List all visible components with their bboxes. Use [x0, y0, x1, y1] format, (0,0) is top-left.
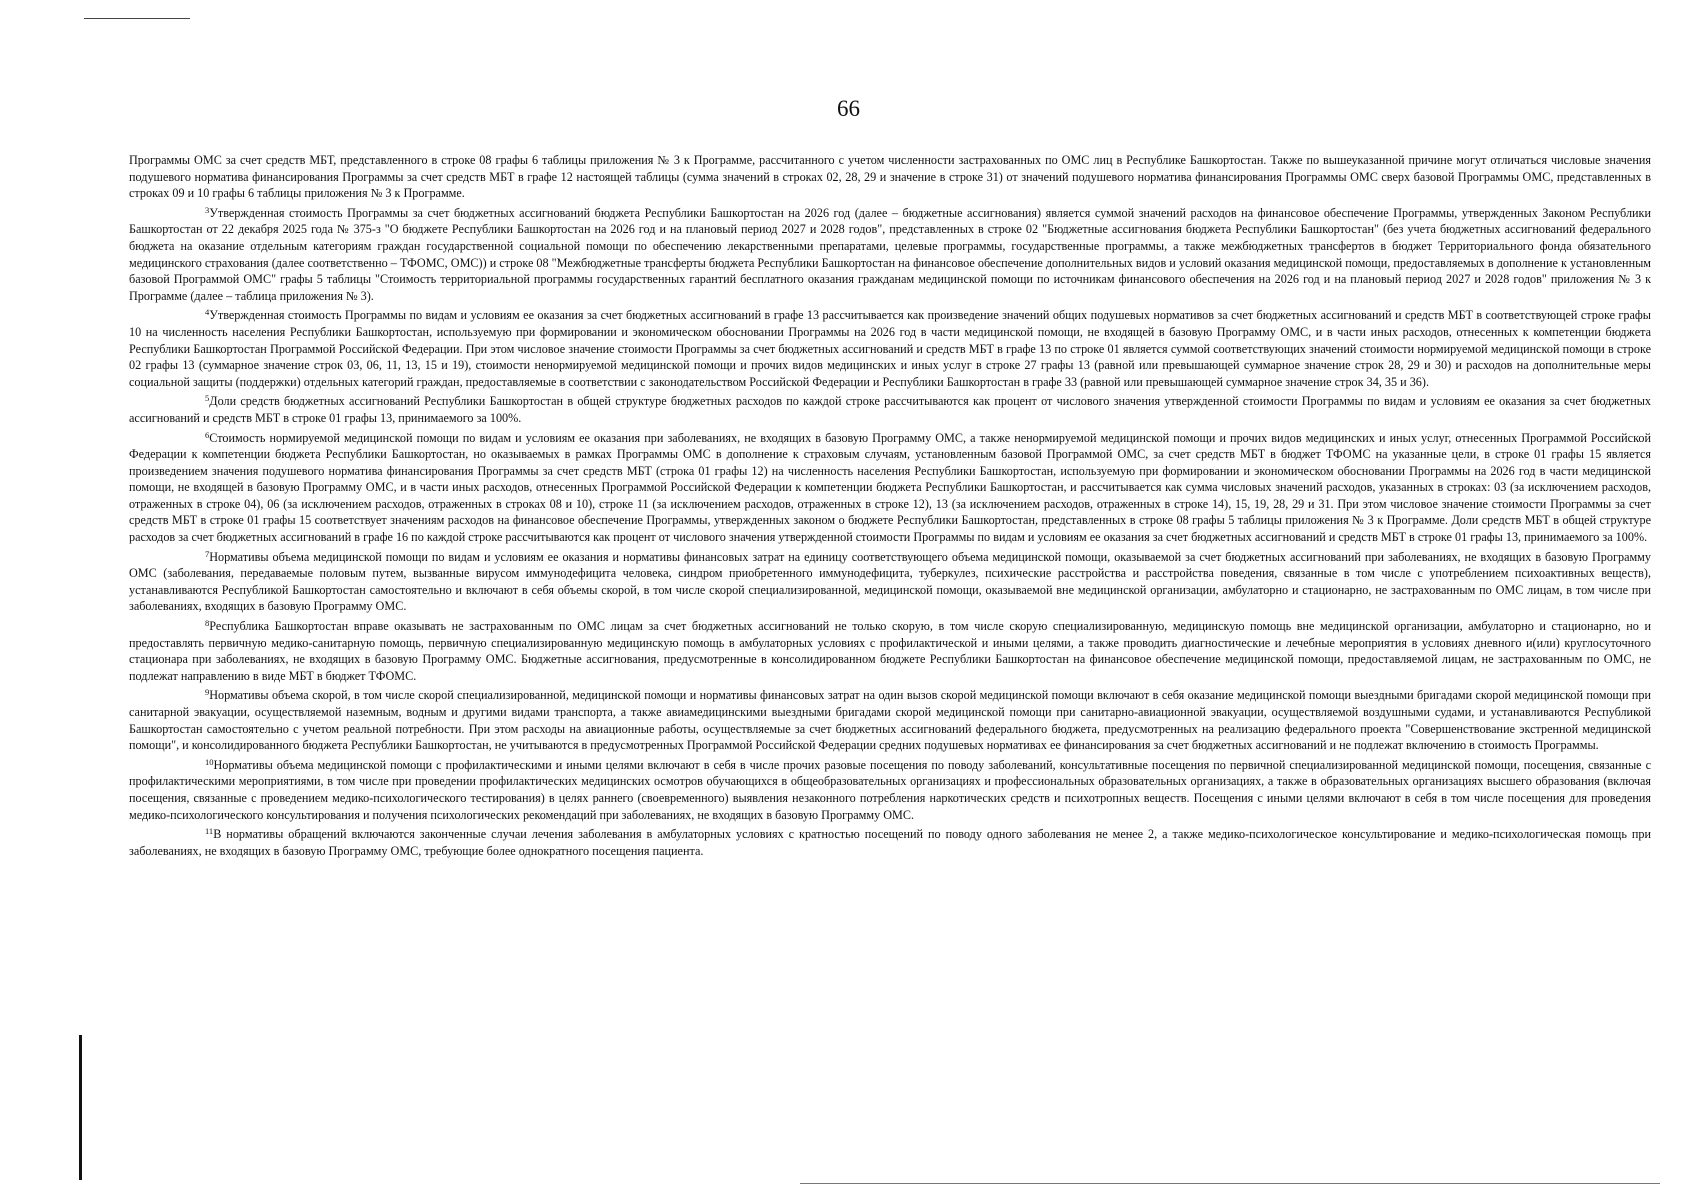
- footnote-text: Нормативы объема медицинской помощи по видам и условиям ее оказания и нормативы финансовых затрат на единицу соответствующего объема медицинской помощи, оказываемой за счет бюджетных ассигнований при заболеваниях, не входящих в базовую Программу ОМС (заболевания, передаваемые половым путем, вызванные вирусом иммунодефицита человека, синдром приобретенного иммунодефицита, туберкулез, психические расстройства и расстройства поведения, связанные в том числе с употреблением психоактивных веществ), устанавливаются Республикой Башкортостан самостоятельно и включают в себя объемы скорой, в том числе скорой специализированной, медицинской помощи, оказываемой вне медицинской организации, амбулаторно и стационарно, не застрахованным по ОМС лицам, в том числе при заболеваниях, входящих в базовую Программу ОМС.: [129, 549, 1651, 614]
- footnote-marker: 7: [205, 548, 210, 559]
- footnote-text: Программы ОМС за счет средств МБТ, представленного в строке 08 графы 6 таблицы приложения № 3 к Программе, рассчитанного с учетом численности застрахованных по ОМС лиц в Республике Башкортостан. Также по вышеуказанной причине могут отличаться числовые значения подушевого норматива финансирования Программы за счет средств МБТ в графе 12 настоящей таблицы (сумма значений в строках 02, 28, 29 и значение в строке 31) от значений подушевого норматива финансирования Программы ОМС сверх базовой Программы ОМС, представленных в строках 09 и 10 графы 6 таблицы приложения № 3 к Программе.: [129, 153, 1651, 201]
- footnote-marker: 9: [205, 687, 210, 698]
- footnote-text: В нормативы обращений включаются законченные случаи лечения заболевания в амбулаторных условиях с кратностью посещений по поводу одного заболевания не менее 2, а также медико-психологическое консультирование и медико-психологическая помощь при заболеваниях, не входящих в базовую Программу ОМС, требующие более однократного посещения пациента.: [129, 827, 1651, 858]
- footnote-4: [129, 307, 1651, 390]
- footnote-5: [129, 393, 1651, 426]
- top-rule: [84, 18, 190, 19]
- footnote-marker: 6: [205, 429, 210, 440]
- footnote-3: [129, 205, 1651, 305]
- footnote-11: [129, 826, 1651, 859]
- footnote-marker: 5: [205, 393, 210, 404]
- footnote-text: Нормативы объема медицинской помощи с профилактическими и иными целями включают в себя в числе прочих разовые посещения по поводу заболеваний, консультативные посещения по первичной специализированной медицинской помощи, посещения, связанные с профилактическими мероприятиями, в том числе при проведении профилактических медицинских осмотров обучающихся в общеобразовательных организациях и профессиональных образовательных организациях, а также в образовательных организациях высшего образования (включая посещения, связанные с проведением медико-психологического тестирования) в целях раннего (своевременного) выявления незаконного потребления наркотических средств и психотропных веществ. Посещения с иными целями включают в себя в том числе посещения для проведения медико-психологического консультирования и получения психологических рекомендаций при заболеваниях, не входящих в базовую Программу ОМС.: [129, 757, 1651, 822]
- footnote-marker: 10: [205, 756, 214, 767]
- footnotes-body: [129, 152, 1651, 862]
- footnote-marker: 8: [205, 618, 210, 629]
- scan-margin-bar: [79, 1035, 82, 1180]
- footnote-9: [129, 687, 1651, 753]
- footnote-continuation: [129, 152, 1651, 202]
- footnote-text: Стоимость нормируемой медицинской помощи по видам и условиям ее оказания при заболеваниях, не входящих в базовую Программу ОМС, а также ненормируемой медицинской помощи и прочих видов медицинских и иных услуг, отнесенных Программой Российской Федерации к компетенции бюджета Республики Башкортостан, но оказываемых в рамках Программы ОМС в дополнение к страховым случаям, установленным базовой Программой ОМС, за счет средств МБТ в бюджет ТФОМС на указанные цели, в строке 01 графы 15 является произведением значения подушевого норматива финансирования Программы за счет средств МБТ (строка 01 графы 12) на численность населения Республики Башкортостан, используемую при формировании и экономическом обосновании Программы на 2026 год в части медицинской помощи, не входящей в базовую Программу ОМС, и в части иных расходов, отнесенных Программой Российской Федерации к компетенции бюджета Республики Башкортостан, и рассчитывается как сумма числовых значений расходов, указанных в строках: 03 (за исключением расходов, отраженных в строке 04), 06 (за исключением расходов, отраженных в строках 08 и 10), строке 11 (за исключением расходов, отраженных в строке 12), 13 (за исключением расходов, отраженных в строке 14), 15, 19, 28, 29 и 31. При этом числовое значение стоимости Программы за счет средств МБТ в строке 01 графы 15 соответствует значениям расходов на финансовое обеспечение Программы, утвержденных законом о бюджете Республики Башкортостан, представленных в строке 08 графы 5 таблицы приложения № 3 к Программе. Доли средств МБТ в общей структуре расходов за счет бюджетных ассигнований в графе 16 по каждой строке рассчитываются как процент от числового значения утвержденной стоимости Программы по видам и условиям ее оказания за счет бюджетных ассигнований и средств МБТ в строке 01 графы 13, принимаемого за 100%.: [129, 430, 1651, 545]
- footnote-marker: 4: [205, 307, 210, 318]
- footnote-10: [129, 757, 1651, 823]
- footnote-8: [129, 618, 1651, 684]
- footnote-text: Нормативы объема скорой, в том числе скорой специализированной, медицинской помощи и нормативы финансовых затрат на один вызов скорой медицинской помощи включают в себя оказание медицинской помощи выездными бригадами скорой медицинской помощи при санитарной эвакуации, осуществляемой наземным, водным и другими видами транспорта, а также авиамедицинскими выездными бригадами скорой медицинской помощи при санитарно-авиационной эвакуации, осуществляемой воздушными судами, и устанавливаются Республикой Башкортостан самостоятельно с учетом реальной потребности. При этом расходы на авиационные работы, осуществляемые за счет бюджетных ассигнований федерального бюджета, предусмотренных на реализацию федерального проекта "Совершенствование экстренной медицинской помощи", и консолидированного бюджета Республики Башкортостан, не учитываются в предусмотренных Программой Российской Федерации средних подушевых нормативах ее финансирования за счет бюджетных ассигнований и не подлежат включению в стоимость Программы.: [129, 688, 1651, 753]
- page-number: 66: [837, 96, 860, 121]
- footnote-7: [129, 549, 1651, 615]
- footnote-text: Утвержденная стоимость Программы за счет бюджетных ассигнований бюджета Республики Башкортостан на 2026 год (далее – бюджетные ассигнования) является суммой значений расходов на финансовое обеспечение Программы, утвержденных Законом Республики Башкортостан от 22 декабря 2025 года № 375-з "О бюджете Республики Башкортостан на 2026 год и на плановый период 2027 и 2028 годов", представленных в строке 02 "Бюджетные ассигнования бюджета Республики Башкортостан" (без учета бюджетных ассигнований федерального бюджета на оказание отдельным категориям граждан государственной социальной помощи по обеспечению лекарственными препаратами, целевые программы, государственные программы, а также межбюджетных трансфертов в бюджет Территориального фонда обязательного медицинского страхования (далее соответственно – ТФОМС, ОМС)) и строке 08 "Межбюджетные трансферты бюджета Республики Башкортостан на финансовое обеспечение дополнительных видов и условий оказания медицинской помощи, предоставляемых в дополнение к установленным базовой Программой ОМС" графы 5 таблицы "Стоимость территориальной программы государственных гарантий бесплатного оказания гражданам медицинской помощи по источникам финансового обеспечения на 2026 год и на плановый период 2027 и 2028 годов" приложения № 3 к Программе (далее – таблица приложения № 3).: [129, 205, 1651, 303]
- footnote-marker: 3: [205, 204, 210, 215]
- footnote-text: Доли средств бюджетных ассигнований Республики Башкортостан в общей структуре бюджетных расходов по каждой строке рассчитываются как процент от числового значения утвержденной стоимости Программы по видам и условиям ее оказания за счет бюджетных ассигнований и средств МБТ в строке 01 графы 13, принимаемого за 100%.: [129, 394, 1651, 425]
- footnote-text: Республика Башкортостан вправе оказывать не застрахованным по ОМС лицам за счет бюджетных ассигнований не только скорую, в том числе скорую специализированную, медицинскую помощь вне медицинской организации, амбулаторно и стационарно, но и предоставлять первичную медико-санитарную помощь, первичную специализированную медицинскую помощь в амбулаторных условиях с профилактической и иными целями, а также проводить диагностические и лечебные мероприятия в условиях дневного и(или) круглосуточного стационара при заболеваниях, не входящих в базовую Программу ОМС. Бюджетные ассигнования, предусмотренные в консолидированном бюджете Республики Башкортостан на финансовое обеспечение медицинской помощи, предоставляемой лицам, не застрахованным по ОМС, не подлежат направлению в виде МБТ в бюджет ТФОМС.: [129, 619, 1651, 683]
- bottom-rule: [800, 1183, 1660, 1184]
- footnote-6: [129, 430, 1651, 546]
- footnote-marker: 11: [205, 826, 214, 837]
- footnote-text: Утвержденная стоимость Программы по видам и условиям ее оказания за счет бюджетных ассигнований в графе 13 рассчитывается как произведение значений общих подушевых нормативов за счет бюджетных ассигнований и средств МБТ в соответствующей строке графы 10 на численность населения Республики Башкортостан, используемую при формировании и экономическом обосновании Программы на 2026 год в части медицинской помощи, не входящей в базовую Программу ОМС, и в части иных расходов, отнесенных к компетенции бюджета Республики Башкортостан Программой Российской Федерации. При этом числовое значение стоимости Программы за счет бюджетных ассигнований и средств МБТ в графе 13 по строке 01 является суммой соответствующих значений стоимости нормируемой медицинской помощи в строке 02 графы 13 (суммарное значение строк 03, 06, 11, 13, 15 и 19), стоимости ненормируемой медицинской помощи и прочих видов медицинских и иных услуг в строке 27 графы 13 (равной или превышающей суммарное значение строк 28, 29 и 30) и расходов на дополнительные меры социальной защиты (поддержки) отдельных категорий граждан, предоставляемые в соответствии с законодательством Российской Федерации и Республики Башкортостан в графе 33 (равной или превышающей суммарное значение строк 34, 35 и 36).: [129, 308, 1651, 389]
